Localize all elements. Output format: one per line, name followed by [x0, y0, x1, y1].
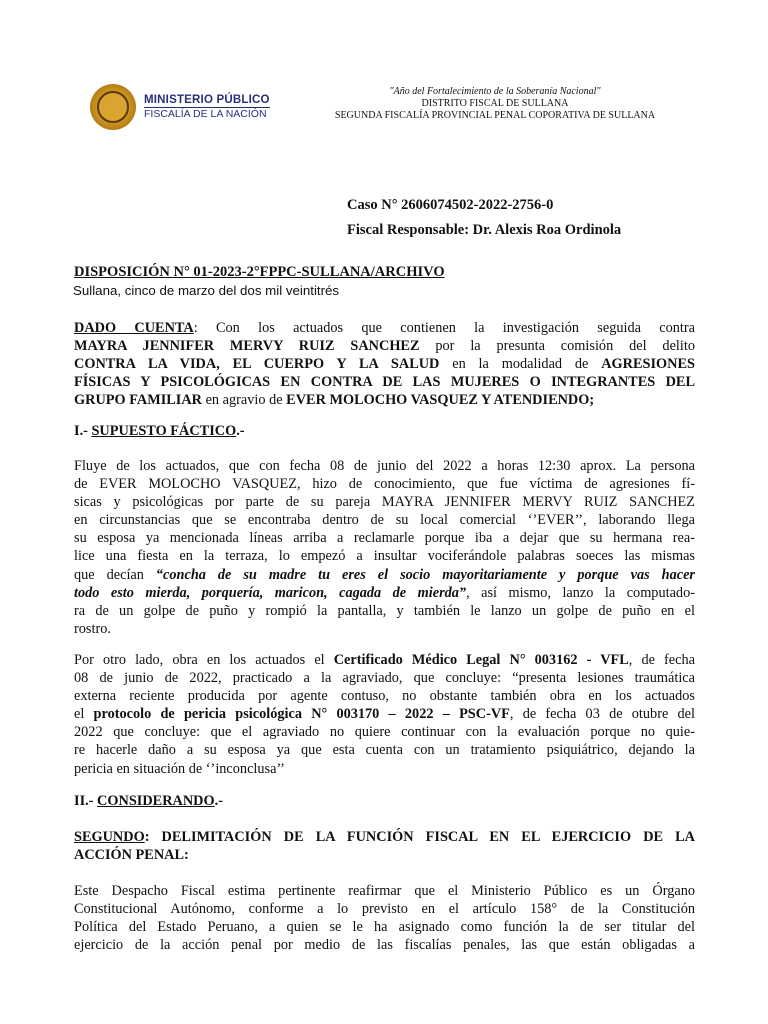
fiscal-responsible: Fiscal Responsable: Dr. Alexis Roa Ordinola — [347, 222, 622, 238]
letterhead — [330, 86, 660, 122]
office-name: SEGUNDA FISCALÍA PROVINCIAL PENAL COPORATIVA DE SULLANA — [334, 110, 656, 121]
disposition-title: DISPOSICIÓN N° 01-2023-2°FPPC-SULLANA/ARCHIVO — [74, 264, 445, 280]
facts-paragraph: Fluye de los actuados, que con fecha 08 de junio del 2022 a horas 12:30 aprox. La persona de EVER MOLOCHO VASQUEZ, hizo de conocimiento, que fue víctima de agresiones fí- sicas y psicológicas por parte de su pareja MAYRA JENNIFER MERVY RUIZ SANCHEZ en circunstancias que se encontraba dentro de su local comercial ‘’EVER’’, laborando llega su esposa ya mencionada líneas arriba a reclamarle porque iba a dejar que su hermana rea- lice una fiesta en la terraza, lo empezó a insultar vociferándole palabras soeces las mismas que decían “concha de su madre tu eres el socio mayoritariamente y porque vas hacer todo esto mierda, porquería, maricon, cagada de mierda”, así mismo, lanzo la computado- ra de un golpe de puño y rompió la pantalla, y también le lanzo un golpe de puño en el rostro. — [74, 458, 695, 637]
segundo-label: SEGUNDO — [74, 829, 145, 845]
year-motto: "Año del Fortalecimiento de la Soberanía Nacional" — [389, 86, 601, 97]
institution-logo — [90, 84, 270, 130]
logo-line-1: MINISTERIO PÚBLICO — [144, 93, 270, 106]
victim-name: EVER MOLOCHO VASQUEZ Y ATENDIENDO; — [286, 392, 595, 409]
medical-certificate: Certificado Médico Legal N° 003162 - VFL — [333, 652, 629, 668]
logo-line-2: FISCALÍA DE LA NACIÓN — [144, 107, 270, 120]
section-2-heading: II.- CONSIDERANDO.- — [74, 793, 223, 809]
evidence-paragraph: Por otro lado, obra en los actuados el Certificado Médico Legal N° 003162 - VFL, de fecha 08 de junio de 2022, practicado a la agraviado, que concluye: “presenta lesiones traumática externa reciente producida por agente contuso, no obstante también obra en los actuados el protocolo de pericia psicológica N° 003170 – 2022 – PSC-VF, de fecha 03 de otubre del 2022 que concluye: que el agraviado no quiere continuar con la evaluación porque no quie- re hacerle daño a su esposa ya que esta cuenta con un tratamiento psiquiátrico, dejando la pericia en situación de ‘’inconclusa’’ — [74, 652, 695, 777]
fiscal-function-paragraph: Este Despacho Fiscal estima pertinente reafirmar que el Ministerio Público es un Órgano Constitucional Autónomo, conforme a lo previsto en el artículo 158° de la Constitución Política del Estado Peruano, a quien se le ha asignado como función la de ser titular del ejercicio de la acción penal por medio de las fiscalías penales, las que están obligadas a — [74, 883, 695, 954]
accused-name: MAYRA JENNIFER MERVY RUIZ SANCHEZ — [74, 338, 420, 355]
disposition-date: Sullana, cinco de marzo del dos mil veintitrés — [73, 283, 340, 298]
dado-cuenta-label: DADO CUENTA — [74, 320, 194, 336]
case-number: Caso N° 2606074502-2022-2756-0 — [347, 197, 554, 213]
quoted-insults: “concha de su madre tu eres el socio mayoritariamente y porque vas hacer — [155, 566, 695, 583]
district-name: DISTRITO FISCAL DE SULLANA — [421, 98, 569, 109]
psychological-protocol: protocolo de pericia psicológica N° 003170 – 2022 – PSC-VF — [93, 706, 510, 723]
crime-type: CONTRA LA VIDA, EL CUERPO Y LA SALUD — [74, 356, 440, 373]
justice-scales-seal-icon — [90, 84, 136, 130]
section-1-heading: I.- SUPUESTO FÁCTICO.- — [74, 423, 245, 439]
dado-cuenta-paragraph: DADO CUENTA: Con los actuados que contienen la investigación seguida contra MAYRA JENNIFER MERVY RUIZ SANCHEZ por la presunta comisión del delito CONTRA LA VIDA, EL CUERPO Y LA SALUD en la modalidad de AGRESIONES FÍSICAS Y PSICOLÓGICAS EN CONTRA DE LAS MUJERES O INTEGRANTES DEL GRUPO FAMILIAR en agravio de EVER MOLOCHO VASQUEZ Y ATENDIENDO; — [74, 320, 695, 409]
segundo-heading: SEGUNDO: DELIMITACIÓN DE LA FUNCIÓN FISCAL EN EL EJERCICIO DE LA ACCIÓN PENAL: — [74, 829, 695, 864]
